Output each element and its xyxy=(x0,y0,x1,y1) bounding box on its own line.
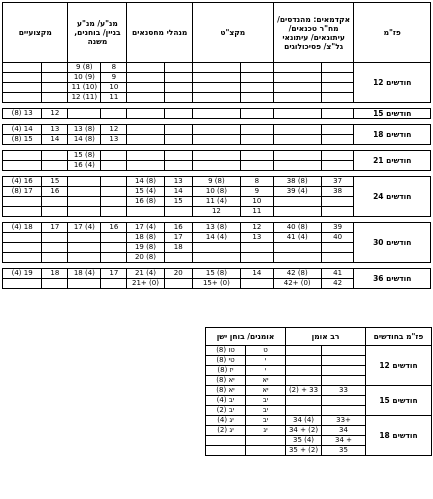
table-cell xyxy=(68,109,101,119)
table-cell xyxy=(322,396,366,406)
table-cell: 41 (4) xyxy=(273,233,321,243)
table-cell xyxy=(3,161,42,171)
table-cell: 21+ (0) xyxy=(127,279,164,289)
table-cell: 8 xyxy=(240,177,273,187)
table-cell xyxy=(192,125,240,135)
table-cell xyxy=(42,253,68,263)
table-cell xyxy=(321,93,354,103)
rank-group-label: 24 חודשים xyxy=(354,177,431,217)
sub-header-master: רב אומן xyxy=(286,328,366,346)
rank-group-label: 30 חודשים xyxy=(354,223,431,263)
table-cell xyxy=(322,376,366,386)
table-cell xyxy=(240,125,273,135)
table-cell xyxy=(42,279,68,289)
table-cell: 34 (4) xyxy=(286,416,322,426)
table-cell xyxy=(101,243,127,253)
table-cell: (4) 19 xyxy=(3,269,42,279)
rank-group-label: 18 חודשים xyxy=(366,416,432,456)
table-cell xyxy=(42,73,68,83)
table-cell: (8) 17 xyxy=(3,187,42,197)
sub-header-rank: פז"מ בחודשים xyxy=(366,328,432,346)
table-cell: 38 (8) xyxy=(273,177,321,187)
table-cell: 33+ xyxy=(322,416,366,426)
table-cell: 11 xyxy=(240,207,273,217)
table-cell: 15+ (0) xyxy=(192,279,240,289)
table-cell: 40 xyxy=(321,233,354,243)
table-cell xyxy=(321,125,354,135)
table-row xyxy=(206,416,432,426)
table-cell: יג (4) xyxy=(206,416,246,426)
table-cell xyxy=(164,279,192,289)
table-cell xyxy=(322,356,366,366)
table-cell xyxy=(286,376,322,386)
table-cell xyxy=(240,109,273,119)
table-cell: 13 (8) xyxy=(68,125,101,135)
table-cell: 17 xyxy=(42,223,68,233)
table-row xyxy=(3,109,431,119)
header-row xyxy=(3,3,431,63)
table-cell xyxy=(42,243,68,253)
table-cell xyxy=(68,187,101,197)
table-cell xyxy=(127,151,164,161)
table-row xyxy=(3,223,431,233)
table-cell xyxy=(246,436,286,446)
table-cell: יב xyxy=(246,416,286,426)
table-cell: 9 xyxy=(240,187,273,197)
table-cell xyxy=(240,243,273,253)
table-cell: 12 xyxy=(42,109,68,119)
table-cell xyxy=(240,73,273,83)
rank-group-label: 12 חודשים xyxy=(366,346,432,386)
table-cell: 18 (4) xyxy=(68,269,101,279)
table-cell xyxy=(42,83,68,93)
table-cell xyxy=(42,233,68,243)
table-cell xyxy=(286,396,322,406)
table-cell: (8) 13 xyxy=(3,109,42,119)
table-cell xyxy=(42,151,68,161)
table-cell xyxy=(164,253,192,263)
table-cell xyxy=(68,233,101,243)
table-cell: 9 xyxy=(101,73,127,83)
table-cell xyxy=(322,366,366,376)
table-cell: 10 xyxy=(101,83,127,93)
table-cell xyxy=(127,73,164,83)
table-cell: 16 xyxy=(164,223,192,233)
table-cell: יג (2) xyxy=(206,426,246,436)
table-cell xyxy=(240,93,273,103)
table-cell xyxy=(192,63,240,73)
table-cell: 14 xyxy=(164,187,192,197)
table-cell: 10 (8) xyxy=(192,187,240,197)
rank-group-label: 36 חודשים xyxy=(354,269,431,289)
sub-header-craftsmen: אומנים/ בוחן ישן xyxy=(206,328,286,346)
table-cell: 13 xyxy=(101,135,127,145)
table-cell: 9 (8) xyxy=(68,63,101,73)
table-cell xyxy=(286,356,322,366)
table-cell xyxy=(3,73,42,83)
table-cell xyxy=(3,63,42,73)
table-cell: 12 (11) xyxy=(68,93,101,103)
table-cell: 8 xyxy=(101,63,127,73)
table-cell xyxy=(101,207,127,217)
table-cell xyxy=(321,109,354,119)
table-cell: 11 xyxy=(101,93,127,103)
table-cell xyxy=(68,177,101,187)
table-cell xyxy=(127,63,164,73)
table-cell xyxy=(42,197,68,207)
table-cell xyxy=(3,243,42,253)
table-cell xyxy=(3,253,42,263)
table-cell xyxy=(164,63,192,73)
table-cell: 12 xyxy=(101,125,127,135)
table-cell xyxy=(68,243,101,253)
table-cell: 39 xyxy=(321,223,354,233)
table-cell: יב xyxy=(246,406,286,416)
table-cell: 14 xyxy=(240,269,273,279)
table-cell xyxy=(240,279,273,289)
table-cell: 13 xyxy=(42,125,68,135)
table-cell xyxy=(240,151,273,161)
table-cell xyxy=(127,109,164,119)
table-cell xyxy=(3,233,42,243)
table-cell xyxy=(192,161,240,171)
table-cell xyxy=(240,63,273,73)
table-cell: 42+ (0) xyxy=(273,279,321,289)
table-cell xyxy=(192,135,240,145)
table-cell xyxy=(42,93,68,103)
table-cell xyxy=(321,207,354,217)
table-cell: 34 + xyxy=(322,436,366,446)
table-cell: 9 (8) xyxy=(192,177,240,187)
table-cell xyxy=(273,63,321,73)
table-cell xyxy=(273,253,321,263)
table-cell: 14 (8) xyxy=(127,177,164,187)
table-cell: יא xyxy=(246,376,286,386)
table-cell xyxy=(192,243,240,253)
table-cell xyxy=(164,135,192,145)
table-cell xyxy=(273,83,321,93)
table-cell xyxy=(321,151,354,161)
table-cell: 16 xyxy=(42,187,68,197)
craftsmen-table-body xyxy=(206,328,432,456)
table-cell: 15 xyxy=(164,197,192,207)
table-cell: 16 (8) xyxy=(127,197,164,207)
table-row xyxy=(3,269,431,279)
table-cell: 42 (8) xyxy=(273,269,321,279)
table-cell xyxy=(206,446,246,456)
header-professionals: מקצועיים xyxy=(3,3,68,63)
table-cell: 10 xyxy=(240,197,273,207)
rank-group-label: 15 חודשים xyxy=(354,109,431,119)
table-cell: 18 xyxy=(42,269,68,279)
table-cell: יא (8) xyxy=(206,386,246,396)
table-cell xyxy=(322,406,366,416)
table-cell xyxy=(286,366,322,376)
table-cell xyxy=(164,93,192,103)
rank-group-label: 18 חודשים xyxy=(354,125,431,145)
table-cell xyxy=(164,161,192,171)
table-cell: 15 (8) xyxy=(192,269,240,279)
table-cell xyxy=(192,253,240,263)
table-row xyxy=(206,346,432,356)
table-cell: 20 (8) xyxy=(127,253,164,263)
table-row xyxy=(206,386,432,396)
table-cell xyxy=(127,207,164,217)
table-cell xyxy=(127,135,164,145)
rank-group-label: 21 חודשים xyxy=(354,151,431,171)
table-cell: 37 xyxy=(321,177,354,187)
table-cell xyxy=(192,93,240,103)
table-cell xyxy=(3,207,42,217)
table-cell xyxy=(3,83,42,93)
table-cell xyxy=(101,197,127,207)
table-cell: 14 xyxy=(42,135,68,145)
table-cell: 42 xyxy=(321,279,354,289)
table-cell: (4) 18 xyxy=(3,223,42,233)
table-cell xyxy=(240,253,273,263)
table-cell xyxy=(321,73,354,83)
table-cell xyxy=(164,109,192,119)
table-cell: (2) + 33 xyxy=(286,386,322,396)
table-cell: 38 xyxy=(321,187,354,197)
main-rank-table xyxy=(2,2,431,289)
table-cell xyxy=(127,125,164,135)
table-cell xyxy=(127,83,164,93)
table-cell xyxy=(3,93,42,103)
table-cell: 15 (8) xyxy=(68,151,101,161)
table-cell xyxy=(321,243,354,253)
table-cell: (8) טי xyxy=(206,356,246,366)
table-cell: 16 xyxy=(101,223,127,233)
table-cell: (2) יב xyxy=(206,406,246,416)
table-cell xyxy=(101,187,127,197)
table-cell xyxy=(273,243,321,253)
table-cell xyxy=(273,125,321,135)
table-cell xyxy=(206,436,246,446)
table-row xyxy=(3,177,431,187)
table-cell xyxy=(164,207,192,217)
table-cell: יא xyxy=(246,386,286,396)
table-cell: ט xyxy=(246,346,286,356)
table-cell xyxy=(192,109,240,119)
table-cell: 21 (4) xyxy=(127,269,164,279)
table-cell xyxy=(240,83,273,93)
table-cell xyxy=(273,135,321,145)
table-cell: 33 xyxy=(322,386,366,396)
table-cell: (8) 15 xyxy=(3,135,42,145)
table-cell xyxy=(101,279,127,289)
table-cell: 17 xyxy=(164,233,192,243)
table-cell: 17 xyxy=(101,269,127,279)
table-cell: (4) 14 xyxy=(3,125,42,135)
table-cell xyxy=(164,125,192,135)
table-cell: 18 xyxy=(164,243,192,253)
table-cell xyxy=(101,151,127,161)
table-cell xyxy=(321,253,354,263)
table-cell xyxy=(101,253,127,263)
craftsmen-rank-table xyxy=(205,327,432,456)
table-cell: 10 (9) xyxy=(68,73,101,83)
table-cell xyxy=(246,446,286,456)
table-cell: יב (4) xyxy=(206,396,246,406)
table-cell xyxy=(273,161,321,171)
table-cell: 12 xyxy=(240,223,273,233)
table-cell xyxy=(322,346,366,356)
table-cell: 14 (4) xyxy=(192,233,240,243)
table-cell xyxy=(273,109,321,119)
table-row xyxy=(3,151,431,161)
header-maktsat: מקצ"ט xyxy=(192,3,273,63)
table-cell xyxy=(68,197,101,207)
table-cell xyxy=(286,406,322,416)
table-cell: 12 xyxy=(192,207,240,217)
table-cell xyxy=(68,253,101,263)
table-cell: 41 xyxy=(321,269,354,279)
table-cell: 17 (4) xyxy=(127,223,164,233)
table-cell: (4) 16 xyxy=(3,177,42,187)
table-cell xyxy=(68,279,101,289)
header-managers: מנהלי מחסנאים xyxy=(127,3,192,63)
table-cell xyxy=(273,73,321,83)
table-cell: 34 xyxy=(322,426,366,436)
table-cell xyxy=(42,161,68,171)
header-construction: מנ"ע/ מנ"ע בניין/ בוחנים, משנה xyxy=(68,3,127,63)
table-row xyxy=(3,63,431,73)
table-cell: 13 xyxy=(240,233,273,243)
table-cell: 14 (8) xyxy=(68,135,101,145)
rank-group-label: 15 חודשים xyxy=(366,386,432,416)
table-cell xyxy=(321,63,354,73)
table-cell xyxy=(286,346,322,356)
table-cell: 15 xyxy=(42,177,68,187)
table-cell: 15 (4) xyxy=(127,187,164,197)
table-cell xyxy=(127,161,164,171)
header-rank: פז"מ xyxy=(354,3,431,63)
table-cell xyxy=(321,135,354,145)
table-cell xyxy=(3,151,42,161)
table-cell: 19 (8) xyxy=(127,243,164,253)
sub-header-row xyxy=(206,328,432,346)
table-cell xyxy=(127,93,164,103)
table-cell: 20 xyxy=(164,269,192,279)
table-cell: 11 (4) xyxy=(192,197,240,207)
table-cell xyxy=(42,63,68,73)
table-cell xyxy=(321,83,354,93)
table-cell: 13 (8) xyxy=(192,223,240,233)
table-cell xyxy=(240,135,273,145)
table-cell xyxy=(192,151,240,161)
table-cell xyxy=(273,93,321,103)
table-cell xyxy=(240,161,273,171)
table-cell: 40 (8) xyxy=(273,223,321,233)
table-cell: (8) יז xyxy=(206,366,246,376)
header-academics: אקדמאים: מהנדסים/ מח"ר טכנאים/ עיתונאים/ עיתונאי גל"צ/ פסיכולוגים xyxy=(273,3,354,63)
table-cell: 35 xyxy=(322,446,366,456)
table-cell: י xyxy=(246,366,286,376)
table-cell xyxy=(164,83,192,93)
table-cell: 17 (4) xyxy=(68,223,101,233)
table-cell xyxy=(321,161,354,171)
table-cell: 35 + (2) xyxy=(286,446,322,456)
table-cell xyxy=(68,207,101,217)
table-cell xyxy=(164,73,192,83)
table-cell xyxy=(101,177,127,187)
table-cell xyxy=(321,197,354,207)
table-cell: (8) יא xyxy=(206,376,246,386)
table-cell xyxy=(42,207,68,217)
table-cell xyxy=(101,109,127,119)
table-cell xyxy=(273,197,321,207)
table-cell: יב xyxy=(246,396,286,406)
table-cell: 35 (4) xyxy=(286,436,322,446)
table-row xyxy=(3,125,431,135)
table-cell: (8) טו xyxy=(206,346,246,356)
table-cell xyxy=(273,151,321,161)
table-cell xyxy=(3,197,42,207)
table-cell: 11 (10) xyxy=(68,83,101,93)
table-cell: יג xyxy=(246,426,286,436)
rank-group-label: 12 חודשים xyxy=(354,63,431,103)
table-cell xyxy=(192,73,240,83)
table-cell: 18 (8) xyxy=(127,233,164,243)
table-cell xyxy=(3,279,42,289)
table-cell: 39 (4) xyxy=(273,187,321,197)
table-cell xyxy=(101,233,127,243)
table-cell xyxy=(192,83,240,93)
table-cell xyxy=(101,161,127,171)
table-cell: י xyxy=(246,356,286,366)
table-cell: 16 (4) xyxy=(68,161,101,171)
table-cell: 34 + (2) xyxy=(286,426,322,436)
main-table-body xyxy=(3,3,431,289)
table-cell xyxy=(273,207,321,217)
table-cell xyxy=(164,151,192,161)
table-cell: 13 xyxy=(164,177,192,187)
